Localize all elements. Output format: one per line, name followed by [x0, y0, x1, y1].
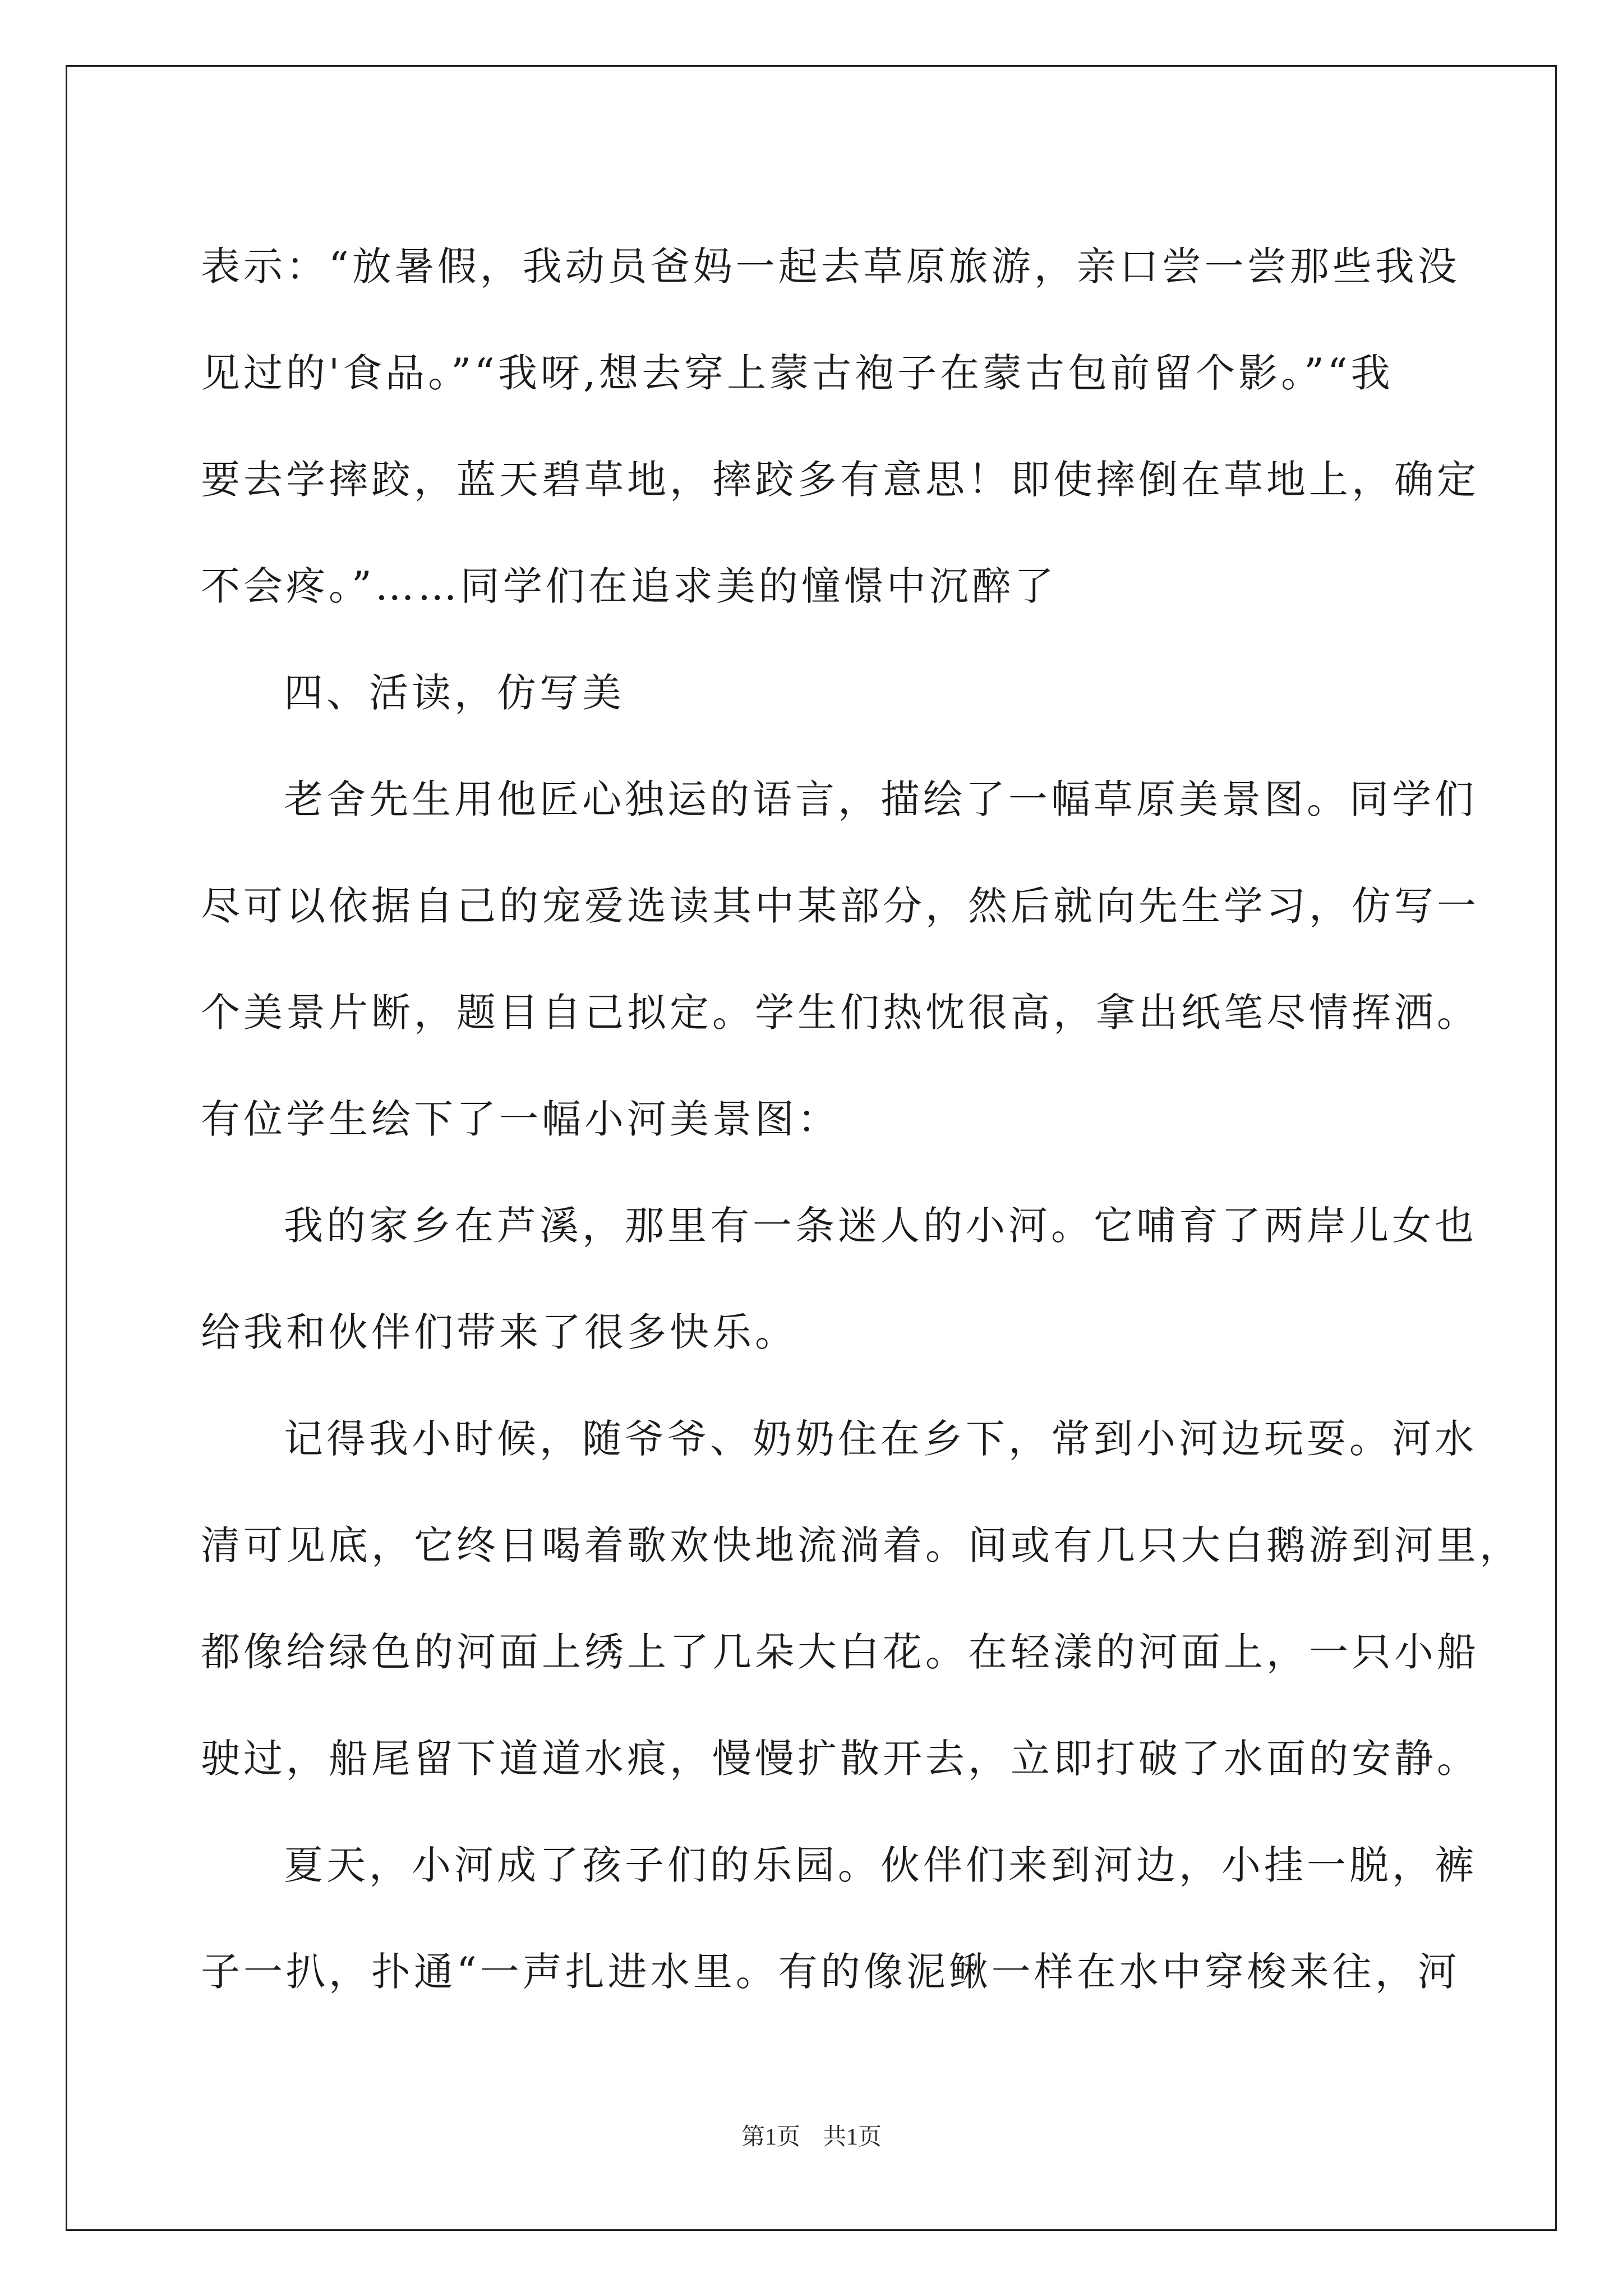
text-line: 子一扒，扑通“一声扎进水里。有的像泥鳅一样在水中穿梭来往，河 [201, 1949, 1460, 1995]
text-line: 要去学摔跤，蓝天碧草地，摔跤多有意思！即使摔倒在草地上，确定 [201, 457, 1479, 503]
text-line: 见过的'食品。”“我呀,想去穿上蒙古袍子在蒙古包前留个影。”“我 [201, 350, 1394, 396]
page-number: 第1页 [741, 2124, 800, 2150]
text-line: 不会疼。”……同学们在追求美的憧憬中沉醉了 [201, 563, 1057, 609]
text-line: 清可见底，它终日喝着歌欢快地流淌着。间或有几只大白鹅游到河里， [201, 1522, 1522, 1568]
text-line: 个美景片断，题目自己拟定。学生们热忱很高，拿出纸笔尽情挥洒。 [201, 990, 1479, 1036]
text-line: 记得我小时候，随爷爷、奶奶住在乡下，常到小河边玩耍。河水 [284, 1416, 1477, 1462]
text-line: 都像给绿色的河面上绣上了几朵大白花。在轻漾的河面上，一只小船 [201, 1629, 1479, 1675]
text-line: 尽可以依据自己的宠爱选读其中某部分，然后就向先生学习，仿写一 [201, 883, 1479, 929]
text-line: 老舍先生用他匠心独运的语言，描绘了一幅草原美景图。同学们 [284, 776, 1477, 822]
page-total: 共1页 [823, 2124, 882, 2150]
text-line: 给我和伙伴们带来了很多快乐。 [201, 1309, 797, 1355]
text-line: 表示：“放暑假，我动员爸妈一起去草原旅游，亲口尝一尝那些我没 [201, 243, 1460, 289]
text-line: 驶过，船尾留下道道水痕，慢慢扩散开去，立即打破了水面的安静。 [201, 1736, 1479, 1782]
text-line: 夏天，小河成了孩子们的乐园。伙伴们来到河边，小挂一脱，裤 [284, 1842, 1477, 1888]
section-heading: 四、活读，仿写美 [284, 670, 625, 716]
text-line: 我的家乡在芦溪，那里有一条迷人的小河。它哺育了两岸儿女也 [284, 1203, 1477, 1249]
document-body [201, 213, 1522, 2025]
text-line: 有位学生绘下了一幅小河美景图： [201, 1096, 840, 1142]
page-footer [0, 2120, 1623, 2154]
